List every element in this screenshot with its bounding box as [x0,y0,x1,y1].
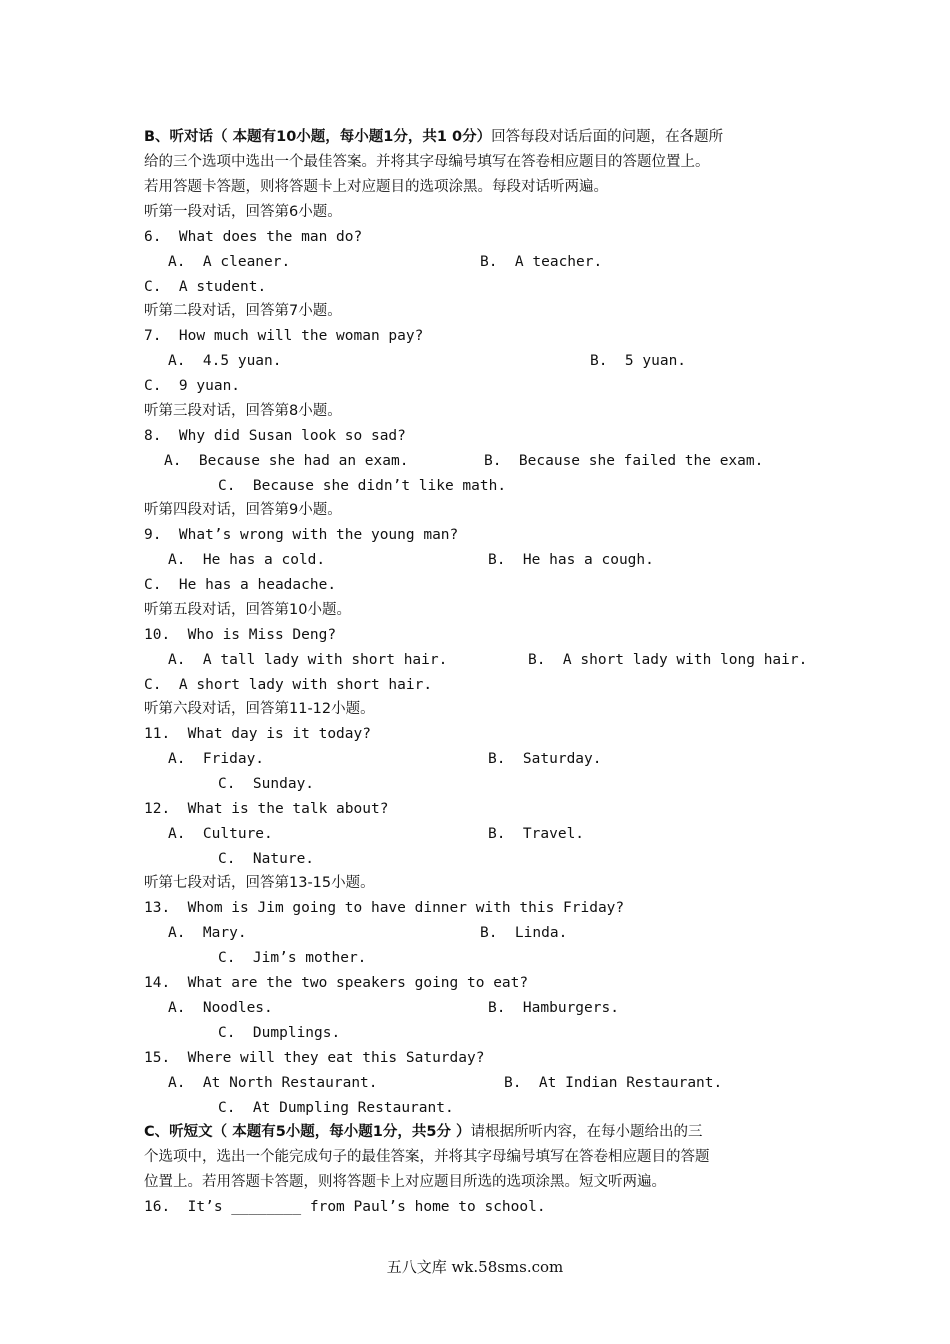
q9-option-c: C. He has a headache. [144,577,337,593]
question-6: 6. What does the man do? [144,229,363,245]
question-7: 7. How much will the woman pay? [144,328,424,344]
question-16: 16. It’s ________ from Paul’s home to school. [144,1199,546,1215]
question-8: 8. Why did Susan look so sad? [144,428,406,444]
section-b-instruction-line-2: 给的三个选项中选出一个最佳答案。并将其字母编号填写在答卷相应题目的答题位置上。 [144,154,710,170]
q8-option-b: B. Because she failed the exam. [484,453,764,469]
q13-option-a: A. Mary. [168,925,247,941]
dialogue-2-prompt: 听第二段对话，回答第7小题。 [144,303,342,319]
q12-option-c: C. Nature. [218,851,315,867]
dialogue-5-prompt: 听第五段对话，回答第10小题。 [144,602,351,618]
dialogue-4-prompt: 听第四段对话，回答第9小题。 [144,502,342,518]
q11-option-b: B. Saturday. [488,751,602,767]
q8-option-a: A. Because she had an exam. [164,453,409,469]
q14-option-c: C. Dumplings. [218,1025,341,1041]
dialogue-1-prompt: 听第一段对话，回答第6小题。 [144,204,342,220]
q7-option-b: B. 5 yuan. [590,353,687,369]
section-c-instruction-line-2: 个选项中，选出一个能完成句子的最佳答案，并将其字母编号填写在答卷相应题目的答题 [144,1149,710,1165]
q10-option-a: A. A tall lady with short hair. [168,652,448,668]
section-c-instruction-line-1: C、听短文（ 本题有5小题，每小题1分，共5分 ）请根据所听内容，在每小题给出的三 [144,1124,703,1140]
question-10: 10. Who is Miss Deng? [144,627,337,643]
q7-option-a: A. 4.5 yuan. [168,353,282,369]
q10-option-c: C. A short lady with short hair. [144,677,433,693]
q7-option-c: C. 9 yuan. [144,378,241,394]
dialogue-3-prompt: 听第三段对话，回答第8小题。 [144,403,342,419]
q6-option-c: C. A student. [144,279,267,295]
q13-option-b: B. Linda. [480,925,568,941]
question-11: 11. What day is it today? [144,726,371,742]
page-footer: 五八文库 wk.58sms.com [386,1258,564,1276]
section-c-heading: C、听短文（ 本题有5小题，每小题1分，共5分 ） [144,1124,471,1140]
q13-option-c: C. Jim’s mother. [218,950,367,966]
q15-option-c: C. At Dumpling Restaurant. [218,1100,454,1116]
question-12: 12. What is the talk about? [144,801,389,817]
section-b-instruction-line-1: B、听对话（ 本题有10小题，每小题1分，共1 0分）回答每段对话后面的问题，在各题所 [144,129,724,145]
q8-option-c: C. Because she didn’t like math. [218,478,507,494]
q12-option-a: A. Culture. [168,826,273,842]
question-13: 13. Whom is Jim going to have dinner with this Friday? [144,900,625,916]
section-c-instruction-line-3: 位置上。若用答题卡答题，则将答题卡上对应题目所选的选项涂黑。短文听两遍。 [144,1174,666,1190]
dialogue-6-prompt: 听第六段对话，回答第11-12小题。 [144,701,375,717]
q9-option-b: B. He has a cough. [488,552,654,568]
q15-option-a: A. At North Restaurant. [168,1075,378,1091]
q6-option-a: A. A cleaner. [168,254,291,270]
q11-option-a: A. Friday. [168,751,265,767]
q10-option-b: B. A short lady with long hair. [528,652,808,668]
q6-option-b: B. A teacher. [480,254,603,270]
question-15: 15. Where will they eat this Saturday? [144,1050,485,1066]
section-b-instruction-line-3: 若用答题卡答题，则将答题卡上对应题目的选项涂黑。每段对话听两遍。 [144,179,608,195]
question-14: 14. What are the two speakers going to eat? [144,975,529,991]
q11-option-c: C. Sunday. [218,776,315,792]
dialogue-7-prompt: 听第七段对话，回答第13-15小题。 [144,875,375,891]
q9-option-a: A. He has a cold. [168,552,326,568]
question-9: 9. What’s wrong with the young man? [144,527,459,543]
q12-option-b: B. Travel. [488,826,585,842]
q14-option-b: B. Hamburgers. [488,1000,619,1016]
q15-option-b: B. At Indian Restaurant. [504,1075,723,1091]
q14-option-a: A. Noodles. [168,1000,273,1016]
section-b-heading: B、听对话（ 本题有10小题，每小题1分，共1 0分） [144,129,492,145]
